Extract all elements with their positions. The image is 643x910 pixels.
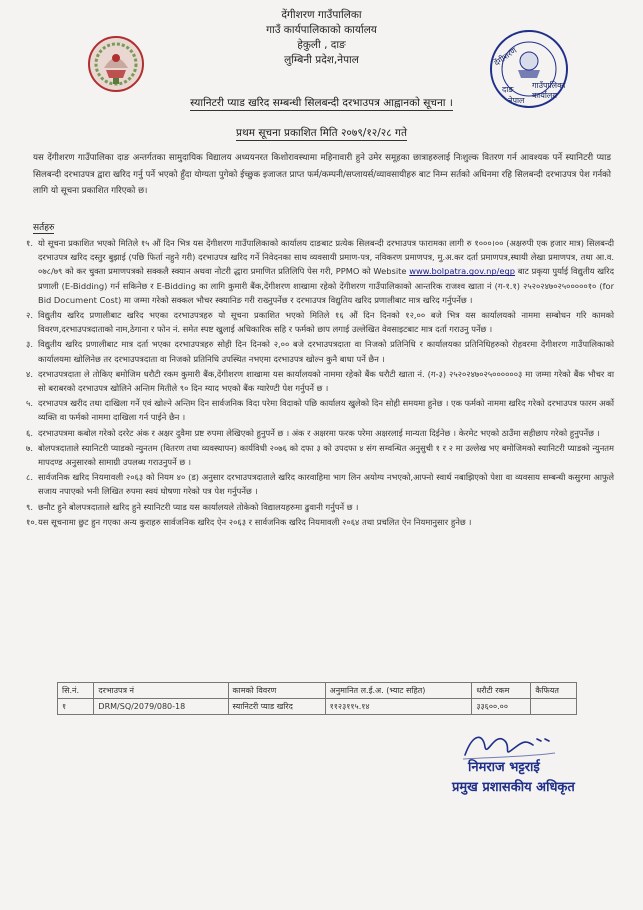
- term-item: २. विद्युतीय खरिद प्रणालीबाट खरिद भएका दरभाउपत्रहरु यो सूचना प्रकाशित भएको मितिले १६ औं दिन दिनको १२,०० बजे भित्र यस कार्यालयको नाममा सम्बोधन गरि कामको विवरण,दरभाउपत्रदाताको नाम,ठेगाना र फोन नं. समेत स्पष्ट खुलाई अधिकारिक सहि र फर्मको छाप लगाई उल्लेखित वेवसाइटबाट मात्र दर्ता गराउनु पर्नेछ ।: [26, 310, 614, 335]
- term-item: १. यो सूचना प्रकाशित भएको मितिले १५ औं दिन भित्र यस देंगीशरण गाउँपालिकाको कार्यालय दाङबाट प्रत्येक सिलबन्दी दरभाउपत्र फारामका लागी रु १०००।०० (अक्षरुपी एक हजार मात्र) सिलबन्दी दरभाउपत्र खरिद दस्तुर बुझाई (पछि फिर्ता नहुने गरी) दरभाउपत्र खरिद गर्ने निवेदनका साथ व्यवसायी प्रमाण-पत्र, नविकरण प्रमाणपत्र, मु.अ.कर दर्ता प्रमाणपत्र,स्थायी लेखा प्रमाणपत्र, तथा आ.व. ०७८/७९ को कर चुक्ता प्रमाणपत्रको सक्कलै स्क्यान अथवा नोटरी द्धारा प्रमाणित प्रतिलिपि पेस गरी, PPMO को Website www.bolpatra.gov.np/egp बाट प्रकृया पुर्याई विद्युतीय खरिद प्रणाली (E-Bidding) गर्न सकिनेछ र E-Bidding का लागि कुमारी बैंक,देंगीशरण शाखामा रहेको देंगीशरण गाउँपालिकाको आन्तरिक राजश्व खाता नं (ग-१.१) २५२०२४७०२५०००००१० (for Bid Document Cost) मा जम्मा गरेको सक्कल भौचर स्क्यानिङ गरी राख्नुपर्नेछ र दरभाउपत्र विद्युतिय खरिद प्रणालीबाट मात्र खरिद गर्नुपर्नेछ ।: [26, 238, 614, 305]
- term-item: ३. विद्युतीय खरिद प्रणालीबाट मात्र दर्ता भएका दरभाउपत्रहरु सोही दिन दिनको २,०० बजे दरभाउपत्रदाता वा निजको प्रतिनिधि र कार्यालयका प्रतिनिधिहरुको रोहवरमा देंगीशरण गाउँपालिकाको कार्यालयमा खोलिनेछ तर दरभाउपत्रदाता वा निजको प्रतिनिधि उपस्थित नभएमा दरभाउपत्र खोल्न कुनै बाधा पर्ने छैन ।: [26, 339, 614, 364]
- seal-text-2: गाउँपालिका: [532, 81, 566, 90]
- cell-remarks: [531, 699, 577, 715]
- term-item: ५. दरभाउपत्र खरीद तथा दाखिला गर्ने एवं खोल्ने अन्तिम दिन सार्वजनिक विदा परेमा विदाको पछि कार्यालय खुलेको दिन सोही समयमा हुनेछ । एक फर्मको नाममा खरिद गरेको दरभाउपत्र फारम अर्को व्यक्ति वा फर्मको नाममा दाखिला गर्न पाईने छैन ।: [26, 398, 614, 423]
- letterhead-line-4: लुम्बिनी प्रदेश,नेपाल: [284, 54, 359, 66]
- col-serial: सि.नं.: [58, 683, 94, 699]
- letterhead-line-1: देंगीशरण गाउँपालिका: [281, 9, 362, 21]
- letterhead-line-2: गाउँ कार्यपालिकाको कार्यालय: [266, 24, 377, 36]
- seal-text-1: देंगीशरण: [492, 45, 519, 68]
- bolpatra-link[interactable]: www.bolpatra.gov.np/egp: [409, 266, 516, 277]
- table-row: [58, 699, 577, 715]
- table-header-row: [58, 683, 577, 699]
- term-item: ८. सार्वजनिक खरिद नियमावली २०६३ को नियम ४० (ड) अनुसार दरभाउपत्रदाताले खरिद कारवाहिमा भाग लिन अयोग्य नभएको,आफ्नो स्वार्थ नबाझिएको पेशा वा व्यवसाय सम्बन्धी कसुरमा आफुले सजाय नपाएको भनी लिखित रुपमा स्वयं घोषणा गरेको पत्र पेश गर्नुपर्नेछ ।: [26, 472, 614, 497]
- term-item: १०. यस सूचनामा छुट हुन गएका अन्य कुराहरु सार्वजनिक खरिद ऐन २०६३ र सार्वजनिक खरिद नियमावली २०६४ तथा प्रचलित ऐन नियमानुसार हुनेछ ।: [26, 516, 472, 527]
- notice-title: स्यानिटरी प्याड खरिद सम्बन्धी सिलबन्दी दरभाउपत्र आह्वानको सूचना ।: [190, 97, 453, 109]
- col-work-description: कामको विवरण: [228, 683, 325, 699]
- cell-estimated-cost: ११२३११५.१४: [325, 699, 472, 715]
- seal-text-3: कार्यालय: [532, 91, 557, 100]
- cell-deposit-amount: ३३६००.००: [472, 699, 531, 715]
- nepal-emblem-icon: [86, 34, 146, 94]
- notice-subtitle: प्रथम सूचना प्रकाशित मिति २०७९/१२/२८ गते: [236, 127, 407, 139]
- signatory-name: निमराज भट्टराई: [468, 760, 540, 775]
- term-item: ९. छनौट हुने बोलपत्रदाताले खरिद हुने स्यानिटरी प्याड यस कार्यालयले तोकेको विद्यालयहरुमा ढुवानी गर्नुपर्ने छ ।: [26, 501, 359, 512]
- seal-text-5: नेपाल: [508, 96, 525, 105]
- col-remarks: कैफियत: [531, 683, 577, 699]
- letterhead-line-3: हेकुली , दाङ: [297, 39, 346, 51]
- signatory-title: प्रमुख प्रशासकीय अधिकृत: [452, 780, 575, 795]
- bid-details-table: [57, 682, 577, 715]
- cell-work-description: स्यानिटरी प्याड खरिद: [228, 699, 325, 715]
- intro-paragraph: यस देंगीशरण गाउँपालिका दाङ अन्तर्गतका सामुदायिक विद्यालय अध्ययनरत किशोरावस्थामा महिनावारी हुने उमेर समूहका छात्राहरुलाई निःशुल्क वितरण गर्न आवश्यक पर्ने स्यानिटरी प्याड सिलबन्दी दरभाउपत्र द्वारा खरिद गर्नु पर्ने भएको हुँदा योग्यता पुगेको ईच्छुक इजाजत प्राप्त फर्म/कम्पनी/सप्लायर्स/व्यावसायीहरु बाट निम्न सर्तको अधिनमा रहि सिलबन्दी दरभाउपत्र पेश गर्नको लागि यो सूचना प्रकाशित गरिएको छ।: [33, 153, 611, 196]
- cell-bid-number: DRM/SQ/2079/080-18: [94, 699, 228, 715]
- terms-list: [26, 236, 614, 530]
- cell-serial: १: [58, 699, 94, 715]
- col-deposit-amount: धरौटी रकम: [472, 683, 531, 699]
- seal-text-4: दाङ: [502, 85, 514, 94]
- term-item: ६. दरभाउपत्रमा कबोल गरेको दररेट अंक र अक्षर दुवैमा प्रष्ट रुपमा लेखिएको हुनुपर्ने छ । अंक र अक्षरमा फरक परेमा अक्षरलाई मान्यता दिईनेछ । केरमेट भएको ठाउँमा सहीछाप गरेको हुनुपर्नेछ ।: [26, 427, 600, 438]
- col-estimated-cost: अनुमानित ल.ई.अ. (भ्याट सहित): [325, 683, 472, 699]
- term-item: ४. दरभाउपत्रदाता ले तोकिए बमोजिम धरौटी रकम कुमारी बैंक,देंगीशरण शाखामा यस कार्यालयको नाममा रहेको बैंक धरौटी खाता नं. (ग-३) २५२०२४७०२५००००००३ मा जम्मा गरेको बैंक भौचर वा सो बराबरको दरभाउपत्र खोलिने अन्तिम मितीले ९० दिन म्याद भएको बैंक ग्यारेण्टी पेश गर्नुपर्ने छ ।: [26, 368, 614, 394]
- term-item: ७. बोलपत्रदाताले स्यानिटरी प्याडको न्युनतम (वितरण तथा व्यवस्थापन) कार्यविधी २०७६ को दफा ३ को उपदफा ४ संग सम्वन्धित अनुसुची १ र २ मा उल्लेख भए बमोजिमको स्यानिटरी प्याडको न्युनतम मापदण्ड अनुसारको सामाग्री उपलब्ध गराउनुपर्ने छ ।: [26, 442, 614, 468]
- col-bid-number: दरभाउपत्र नं: [94, 683, 228, 699]
- terms-heading: सर्तहरु: [33, 223, 55, 233]
